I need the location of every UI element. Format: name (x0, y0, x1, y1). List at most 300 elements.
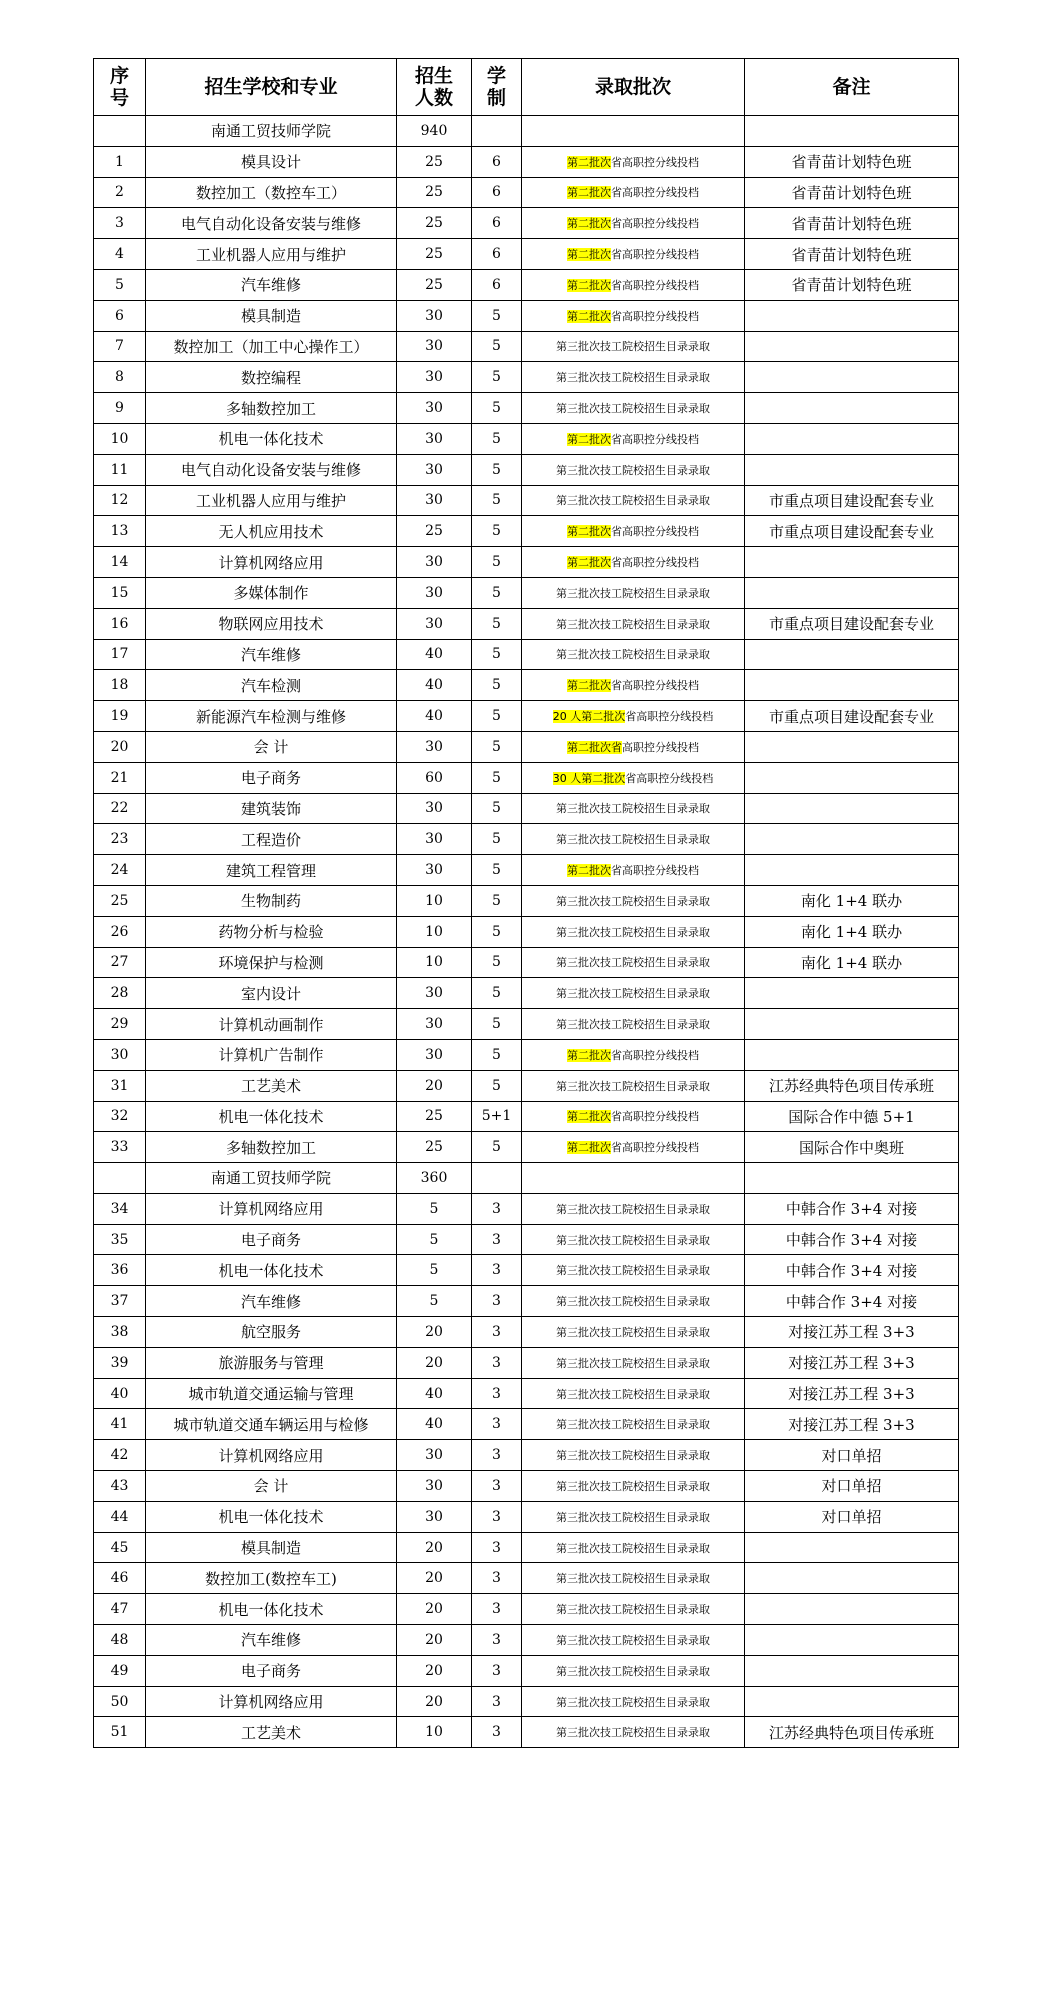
cell-count: 40 (397, 701, 472, 732)
cell-seq: 33 (94, 1132, 146, 1163)
cell-years: 5 (472, 762, 522, 793)
batch-text: 第三批次技工院校招生目录录取 (556, 1510, 710, 1524)
table-row (94, 1563, 959, 1594)
cell-batch (522, 116, 745, 147)
cell-seq: 28 (94, 978, 146, 1009)
table-row (94, 1594, 959, 1625)
cell-seq: 19 (94, 701, 146, 732)
cell-batch (522, 916, 745, 947)
table-row (94, 793, 959, 824)
cell-major: 计算机网络应用 (146, 1686, 397, 1717)
cell-count: 940 (397, 116, 472, 147)
cell-seq: 27 (94, 947, 146, 978)
cell-note: 对接江苏工程 3+3 (745, 1347, 959, 1378)
table-row (94, 670, 959, 701)
batch-highlight: 20 人第二批次 (552, 710, 626, 724)
cell-count: 360 (397, 1163, 472, 1194)
cell-note (745, 1163, 959, 1194)
cell-years: 3 (472, 1594, 522, 1625)
cell-note: 市重点项目建设配套专业 (745, 701, 959, 732)
cell-seq: 11 (94, 454, 146, 485)
cell-note: 市重点项目建设配套专业 (745, 485, 959, 516)
cell-count: 30 (397, 824, 472, 855)
cell-seq: 34 (94, 1193, 146, 1224)
cell-seq: 14 (94, 547, 146, 578)
batch-highlight: 第二批次 (567, 556, 611, 570)
cell-years: 5 (472, 885, 522, 916)
cell-batch (522, 1532, 745, 1563)
cell-batch (522, 1378, 745, 1409)
cell-major: 环境保护与检测 (146, 947, 397, 978)
batch-text: 第三批次技工院校招生目录录取 (556, 1295, 710, 1309)
cell-count: 20 (397, 1563, 472, 1594)
cell-seq: 1 (94, 146, 146, 177)
table-row (94, 1501, 959, 1532)
cell-major: 物联网应用技术 (146, 608, 397, 639)
cell-years: 3 (472, 1686, 522, 1717)
table-row (94, 331, 959, 362)
header-count (397, 59, 472, 116)
cell-major: 多媒体制作 (146, 577, 397, 608)
cell-years: 5 (472, 608, 522, 639)
cell-batch (522, 577, 745, 608)
cell-batch (522, 793, 745, 824)
cell-count: 30 (397, 731, 472, 762)
cell-seq: 49 (94, 1655, 146, 1686)
batch-highlight: 第二批次省 (567, 740, 622, 754)
cell-seq: 39 (94, 1347, 146, 1378)
cell-major: 电子商务 (146, 762, 397, 793)
cell-seq (94, 1163, 146, 1194)
cell-batch (522, 1625, 745, 1656)
batch-text: 省高职控分线投档 (625, 710, 714, 724)
cell-batch (522, 362, 745, 393)
batch-text: 省高职控分线投档 (611, 525, 699, 539)
table-row (94, 516, 959, 547)
cell-note: 市重点项目建设配套专业 (745, 516, 959, 547)
cell-seq: 15 (94, 577, 146, 608)
cell-batch (522, 1255, 745, 1286)
cell-seq: 9 (94, 393, 146, 424)
table-row (94, 1532, 959, 1563)
cell-years: 6 (472, 239, 522, 270)
cell-count: 10 (397, 1717, 472, 1748)
batch-text: 第三批次技工院校招生目录录取 (556, 1572, 710, 1586)
cell-count: 10 (397, 947, 472, 978)
batch-text: 第三批次技工院校招生目录录取 (556, 1479, 710, 1493)
cell-years: 5 (472, 485, 522, 516)
cell-seq: 20 (94, 731, 146, 762)
batch-text: 第三批次技工院校招生目录录取 (556, 956, 710, 970)
batch-text: 第三批次技工院校招生目录录取 (556, 894, 710, 908)
batch-text: 省高职控分线投档 (611, 1141, 699, 1155)
cell-major: 工艺美术 (146, 1070, 397, 1101)
cell-years: 5 (472, 639, 522, 670)
cell-batch (522, 701, 745, 732)
cell-batch (522, 1409, 745, 1440)
batch-highlight: 第二批次 (567, 186, 611, 200)
cell-major: 数控加工(数控车工) (146, 1563, 397, 1594)
batch-highlight: 第二批次 (567, 679, 611, 693)
table-row (94, 177, 959, 208)
cell-seq: 43 (94, 1471, 146, 1502)
cell-seq: 46 (94, 1563, 146, 1594)
cell-major: 汽车维修 (146, 1286, 397, 1317)
cell-seq: 10 (94, 423, 146, 454)
cell-batch (522, 824, 745, 855)
cell-note: 对口单招 (745, 1501, 959, 1532)
cell-years: 5 (472, 362, 522, 393)
cell-major: 航空服务 (146, 1317, 397, 1348)
batch-highlight: 30 人第二批次 (552, 771, 626, 785)
cell-note (745, 454, 959, 485)
cell-years: 5 (472, 947, 522, 978)
cell-seq: 36 (94, 1255, 146, 1286)
cell-seq: 7 (94, 331, 146, 362)
cell-count: 40 (397, 670, 472, 701)
cell-count: 30 (397, 485, 472, 516)
cell-years: 6 (472, 269, 522, 300)
batch-text: 第三批次技工院校招生目录录取 (556, 1695, 710, 1709)
cell-seq: 35 (94, 1224, 146, 1255)
batch-text: 第三批次技工院校招生目录录取 (556, 802, 710, 816)
cell-major: 计算机网络应用 (146, 1193, 397, 1224)
table-row (94, 639, 959, 670)
cell-seq: 51 (94, 1717, 146, 1748)
table-row (94, 1193, 959, 1224)
batch-text: 第三批次技工院校招生目录录取 (556, 371, 710, 385)
batch-highlight: 第二批次 (567, 1141, 611, 1155)
cell-years: 3 (472, 1563, 522, 1594)
cell-batch (522, 885, 745, 916)
cell-years: 5 (472, 331, 522, 362)
cell-count: 30 (397, 1440, 472, 1471)
cell-batch (522, 300, 745, 331)
cell-note: 对接江苏工程 3+3 (745, 1317, 959, 1348)
cell-seq: 2 (94, 177, 146, 208)
batch-text: 第三批次技工院校招生目录录取 (556, 1633, 710, 1647)
cell-major: 室内设计 (146, 978, 397, 1009)
table-row (94, 1625, 959, 1656)
cell-years: 5 (472, 516, 522, 547)
cell-major: 计算机动画制作 (146, 1009, 397, 1040)
batch-highlight: 第二批次 (567, 155, 611, 169)
cell-note: 江苏经典特色项目传承班 (745, 1717, 959, 1748)
cell-count: 40 (397, 1378, 472, 1409)
cell-seq: 21 (94, 762, 146, 793)
batch-text: 第三批次技工院校招生目录录取 (556, 1603, 710, 1617)
table-header (94, 59, 959, 116)
cell-count: 30 (397, 577, 472, 608)
cell-batch (522, 1224, 745, 1255)
table-row (94, 1409, 959, 1440)
table-row (94, 1347, 959, 1378)
cell-years: 5 (472, 916, 522, 947)
cell-batch (522, 947, 745, 978)
table-row (94, 393, 959, 424)
cell-batch (522, 239, 745, 270)
batch-text: 第三批次技工院校招生目录录取 (556, 833, 710, 847)
cell-batch (522, 1655, 745, 1686)
table-row (94, 1471, 959, 1502)
cell-count: 60 (397, 762, 472, 793)
cell-seq: 6 (94, 300, 146, 331)
cell-note (745, 1655, 959, 1686)
cell-note: 省青苗计划特色班 (745, 177, 959, 208)
cell-years: 5 (472, 824, 522, 855)
cell-batch (522, 1594, 745, 1625)
header-seq-text: 序号 (109, 65, 129, 109)
cell-seq: 24 (94, 855, 146, 886)
header-seq (94, 59, 146, 116)
batch-text: 第三批次技工院校招生目录录取 (556, 1726, 710, 1740)
cell-count: 25 (397, 146, 472, 177)
table-row (94, 423, 959, 454)
cell-count: 20 (397, 1532, 472, 1563)
cell-note: 省青苗计划特色班 (745, 269, 959, 300)
cell-major: 电子商务 (146, 1224, 397, 1255)
cell-seq (94, 116, 146, 147)
table-row (94, 885, 959, 916)
cell-count: 30 (397, 608, 472, 639)
cell-batch (522, 547, 745, 578)
cell-major: 电气自动化设备安装与维修 (146, 454, 397, 485)
cell-batch (522, 1009, 745, 1040)
cell-count: 30 (397, 300, 472, 331)
cell-years: 5 (472, 547, 522, 578)
cell-note: 省青苗计划特色班 (745, 239, 959, 270)
table-row (94, 1039, 959, 1070)
cell-seq: 32 (94, 1101, 146, 1132)
header-years (472, 59, 522, 116)
cell-years: 6 (472, 146, 522, 177)
batch-highlight: 第二批次 (567, 278, 611, 292)
cell-major: 模具制造 (146, 300, 397, 331)
cell-major: 机电一体化技术 (146, 1594, 397, 1625)
cell-years: 3 (472, 1347, 522, 1378)
cell-count: 5 (397, 1224, 472, 1255)
cell-major: 旅游服务与管理 (146, 1347, 397, 1378)
cell-batch (522, 1501, 745, 1532)
cell-count: 30 (397, 454, 472, 485)
cell-years: 3 (472, 1655, 522, 1686)
cell-major: 计算机网络应用 (146, 547, 397, 578)
table-row (94, 485, 959, 516)
cell-years: 5 (472, 300, 522, 331)
cell-note (745, 824, 959, 855)
batch-text: 省高职控分线投档 (611, 155, 699, 169)
batch-highlight: 第二批次 (567, 309, 611, 323)
cell-count: 10 (397, 885, 472, 916)
header-years-text: 学制 (486, 65, 506, 109)
table-row (94, 1224, 959, 1255)
cell-note (745, 855, 959, 886)
table-row (94, 762, 959, 793)
cell-major: 建筑装饰 (146, 793, 397, 824)
cell-batch (522, 1039, 745, 1070)
cell-major: 数控加工（数控车工） (146, 177, 397, 208)
group-row (94, 1163, 959, 1194)
cell-seq: 5 (94, 269, 146, 300)
table-row (94, 362, 959, 393)
cell-batch (522, 485, 745, 516)
cell-major: 机电一体化技术 (146, 1255, 397, 1286)
cell-years: 3 (472, 1532, 522, 1563)
cell-major: 模具设计 (146, 146, 397, 177)
cell-batch (522, 1717, 745, 1748)
batch-text: 第三批次技工院校招生目录录取 (556, 1664, 710, 1678)
cell-count: 20 (397, 1655, 472, 1686)
table-row (94, 1655, 959, 1686)
cell-count: 25 (397, 239, 472, 270)
cell-major: 电气自动化设备安装与维修 (146, 208, 397, 239)
cell-note (745, 978, 959, 1009)
cell-count: 30 (397, 978, 472, 1009)
cell-major: 机电一体化技术 (146, 1101, 397, 1132)
cell-years: 3 (472, 1409, 522, 1440)
cell-note: 对接江苏工程 3+3 (745, 1378, 959, 1409)
table-row (94, 1717, 959, 1748)
batch-text: 省高职控分线投档 (611, 679, 699, 693)
cell-years: 3 (472, 1317, 522, 1348)
cell-school-name: 南通工贸技师学院 (146, 116, 397, 147)
cell-major: 多轴数控加工 (146, 393, 397, 424)
cell-seq: 4 (94, 239, 146, 270)
cell-years: 3 (472, 1625, 522, 1656)
table-body (94, 116, 959, 1748)
table-row (94, 577, 959, 608)
cell-seq: 31 (94, 1070, 146, 1101)
cell-count: 20 (397, 1347, 472, 1378)
cell-seq: 25 (94, 885, 146, 916)
batch-text: 省高职控分线投档 (611, 248, 699, 262)
cell-note (745, 731, 959, 762)
batch-text: 第三批次技工院校招生目录录取 (556, 1202, 710, 1216)
cell-years: 5 (472, 1132, 522, 1163)
cell-note (745, 639, 959, 670)
table-row (94, 731, 959, 762)
cell-note (745, 577, 959, 608)
batch-text: 第三批次技工院校招生目录录取 (556, 1325, 710, 1339)
cell-count: 25 (397, 1132, 472, 1163)
cell-note: 江苏经典特色项目传承班 (745, 1070, 959, 1101)
cell-batch (522, 208, 745, 239)
table-row (94, 1070, 959, 1101)
cell-seq: 50 (94, 1686, 146, 1717)
table-row (94, 978, 959, 1009)
cell-years: 5 (472, 393, 522, 424)
cell-batch (522, 269, 745, 300)
cell-years: 5 (472, 577, 522, 608)
cell-years: 5 (472, 731, 522, 762)
cell-years: 5 (472, 423, 522, 454)
cell-major: 生物制药 (146, 885, 397, 916)
table-row (94, 146, 959, 177)
cell-count: 30 (397, 793, 472, 824)
cell-major: 新能源汽车检测与维修 (146, 701, 397, 732)
cell-count: 40 (397, 1409, 472, 1440)
header-row (94, 59, 959, 116)
cell-major: 城市轨道交通车辆运用与检修 (146, 1409, 397, 1440)
cell-years (472, 116, 522, 147)
enrollment-table (93, 58, 959, 1748)
cell-years: 3 (472, 1717, 522, 1748)
batch-highlight: 第二批次 (567, 864, 611, 878)
cell-note: 国际合作中德 5+1 (745, 1101, 959, 1132)
batch-text: 第三批次技工院校招生目录录取 (556, 1018, 710, 1031)
cell-major: 药物分析与检验 (146, 916, 397, 947)
table-row (94, 701, 959, 732)
cell-years: 3 (472, 1255, 522, 1286)
group-row (94, 116, 959, 147)
cell-major: 电子商务 (146, 1655, 397, 1686)
cell-batch (522, 516, 745, 547)
table-row (94, 855, 959, 886)
cell-count: 25 (397, 177, 472, 208)
batch-highlight: 第二批次 (567, 1048, 611, 1062)
cell-major: 汽车维修 (146, 1625, 397, 1656)
cell-batch (522, 454, 745, 485)
cell-count: 40 (397, 639, 472, 670)
cell-major: 工程造价 (146, 824, 397, 855)
cell-batch (522, 978, 745, 1009)
cell-major: 机电一体化技术 (146, 1501, 397, 1532)
cell-count: 25 (397, 269, 472, 300)
cell-note (745, 423, 959, 454)
cell-note: 对接江苏工程 3+3 (745, 1409, 959, 1440)
cell-batch (522, 1132, 745, 1163)
cell-count: 20 (397, 1070, 472, 1101)
cell-major: 城市轨道交通运输与管理 (146, 1378, 397, 1409)
cell-major: 汽车维修 (146, 639, 397, 670)
cell-count: 20 (397, 1625, 472, 1656)
cell-years: 3 (472, 1471, 522, 1502)
cell-count: 30 (397, 1009, 472, 1040)
table-row (94, 608, 959, 639)
cell-batch (522, 1563, 745, 1594)
cell-years: 6 (472, 208, 522, 239)
table-row (94, 1686, 959, 1717)
cell-count: 30 (397, 1501, 472, 1532)
cell-note (745, 1563, 959, 1594)
cell-years: 6 (472, 177, 522, 208)
cell-note (745, 1039, 959, 1070)
batch-highlight: 第二批次 (567, 432, 611, 446)
cell-years: 5 (472, 978, 522, 1009)
cell-seq: 13 (94, 516, 146, 547)
cell-batch (522, 177, 745, 208)
batch-text: 第三批次技工院校招生目录录取 (556, 1264, 710, 1278)
batch-text: 第三批次技工院校招生目录录取 (556, 1233, 710, 1247)
cell-years (472, 1163, 522, 1194)
cell-seq: 8 (94, 362, 146, 393)
cell-batch (522, 670, 745, 701)
batch-text: 省高职控分线投档 (611, 1048, 699, 1062)
cell-years: 3 (472, 1378, 522, 1409)
cell-batch (522, 1286, 745, 1317)
cell-major: 数控编程 (146, 362, 397, 393)
cell-years: 5 (472, 1009, 522, 1040)
header-count-text: 招生人数 (414, 65, 453, 109)
cell-seq: 18 (94, 670, 146, 701)
cell-batch (522, 1471, 745, 1502)
cell-batch (522, 1163, 745, 1194)
batch-text: 第三批次技工院校招生目录录取 (556, 1541, 710, 1555)
cell-note: 省青苗计划特色班 (745, 208, 959, 239)
cell-batch (522, 731, 745, 762)
cell-count: 20 (397, 1317, 472, 1348)
cell-years: 5 (472, 1070, 522, 1101)
